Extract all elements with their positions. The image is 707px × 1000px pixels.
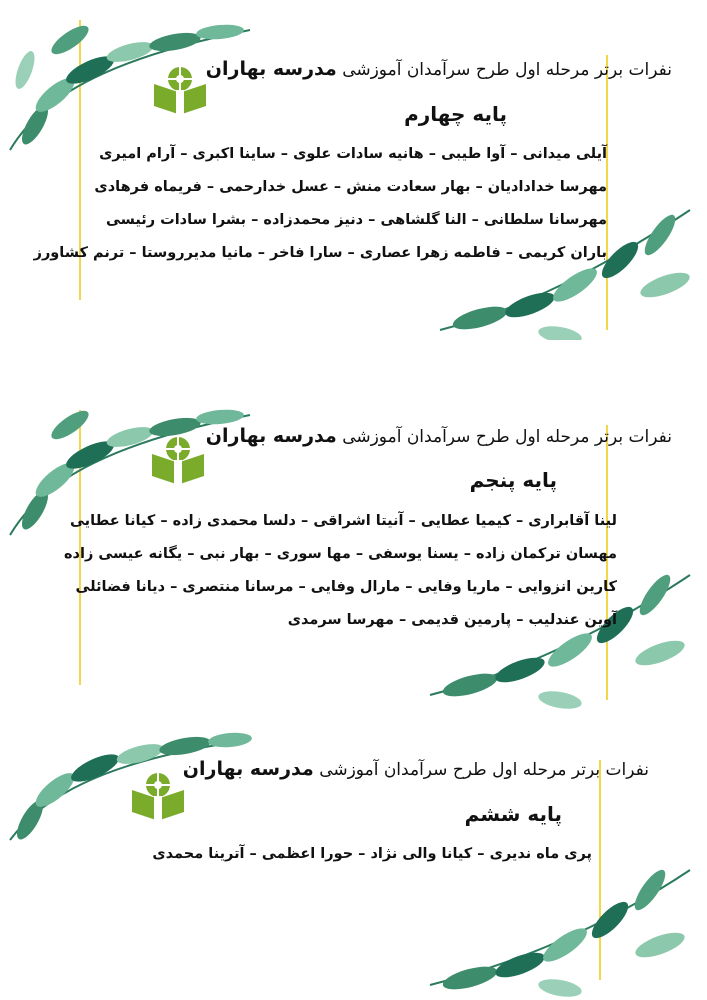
student-list [34,138,607,270]
list-item: مهرسا خدادادیان – بهار سعادت منش – عسل خدارحمی – فریماه فرهادی [94,179,607,195]
grade-heading: پایه پنجم [469,468,557,492]
list-item: پری ماه ندیری – کیانا والی نژاد – حورا اعظمی – آترینا محمدی [152,846,592,862]
list-item: مهرسانا سلطانی – النا گلشاهی – دنیز محمدزاده – بشرا سادات رئیسی [105,212,607,228]
school-name: مدرسه بهاران [182,758,314,780]
student-list [64,505,617,637]
grade-heading: پایه چهارم [404,102,507,126]
page-title: نفرات برتر مرحله اول طرح سرآمدان آموزشی مدرسه بهاران [205,58,672,80]
section-grade-6 [0,730,707,1000]
school-logo-icon [130,768,186,822]
school-logo-icon [152,62,208,116]
list-item: کارین انزوایی – ماریا وفایی – مارال وفایی – مرسانا منتصری – دیانا فضائلی [75,579,617,595]
school-name: مدرسه بهاران [205,58,337,80]
school-name: مدرسه بهاران [205,425,337,447]
section-grade-4 [0,0,707,340]
grade-heading: پایه ششم [464,802,562,826]
page-title: نفرات برتر مرحله اول طرح سرآمدان آموزشی مدرسه بهاران [205,425,672,447]
school-logo-icon [150,432,206,486]
list-item: لینا آقابراری – کیمیا عطایی – آنیتا اشراقی – دلسا محمدی زاده – کیانا عطایی [70,513,617,529]
list-item: باران کریمی – فاطمه زهرا عصاری – سارا فاخر – مانیا مدیرروستا – ترنم کشاورز [33,245,607,261]
section-grade-5 [0,395,707,715]
list-item: آیلی میدانی – آوا طیبی – هانیه سادات علوی – ساینا اکبری – آرام امیری [99,146,607,162]
student-list [152,838,592,871]
list-item: مهسان ترکمان زاده – یسنا یوسفی – مها سوری – بهار نبی – یگانه عیسی زاده [63,546,617,562]
list-item: آوین عندلیب – پارمین قدیمی – مهرسا سرمدی [287,612,617,628]
page-title: نفرات برتر مرحله اول طرح سرآمدان آموزشی مدرسه بهاران [182,758,649,780]
